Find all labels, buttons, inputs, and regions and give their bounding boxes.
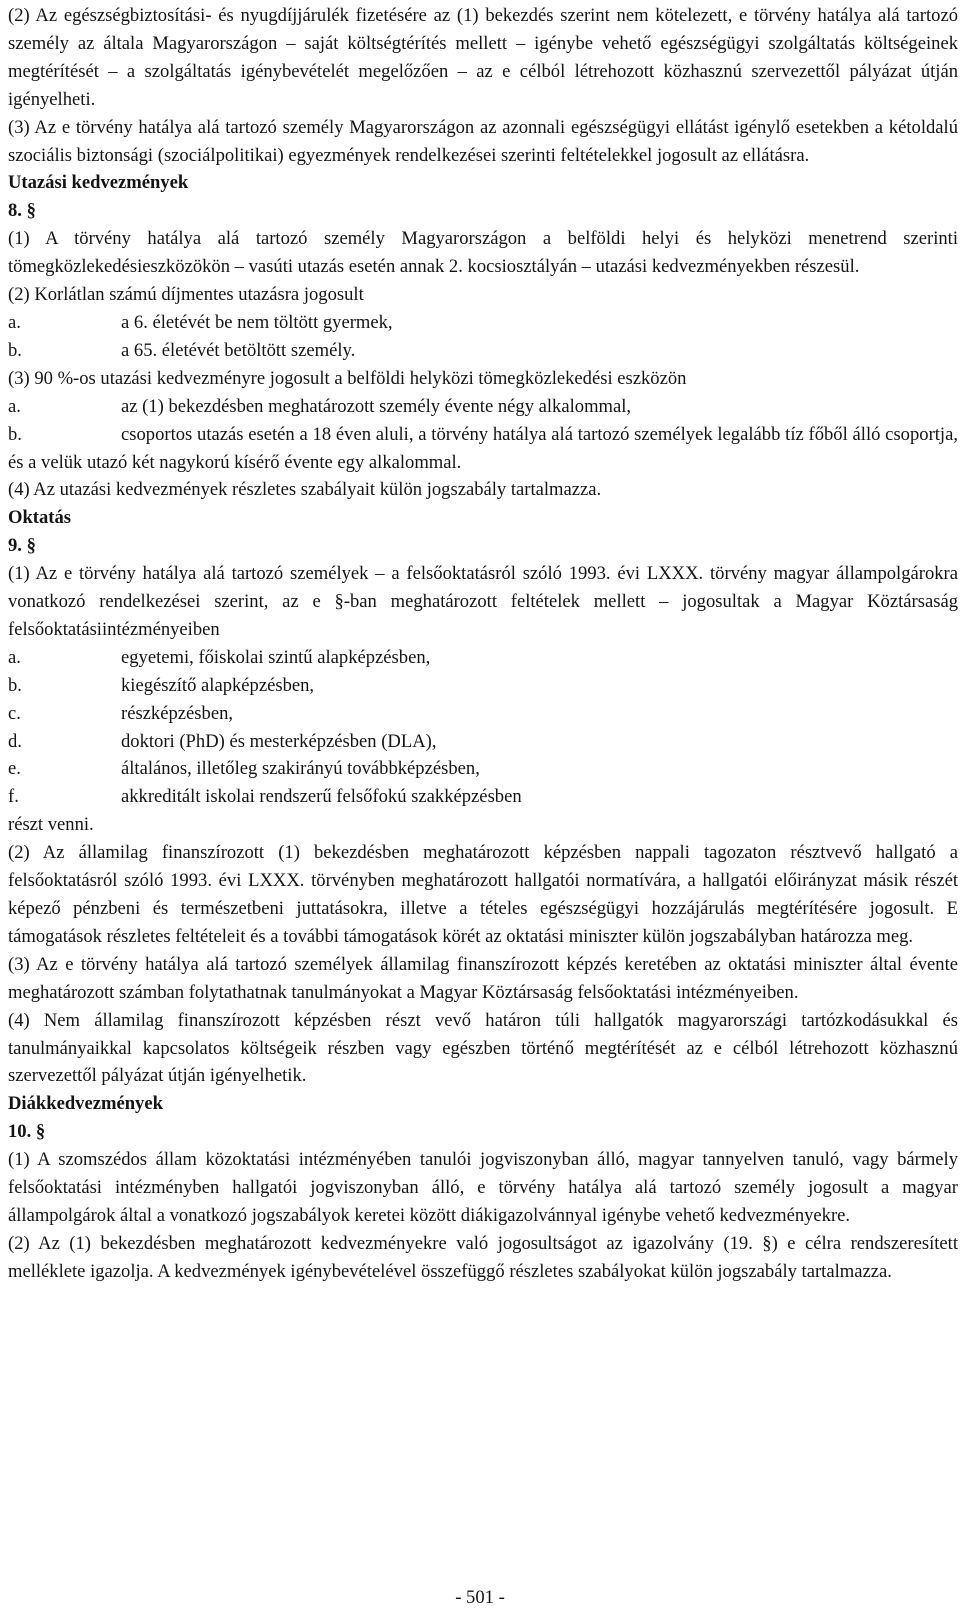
list-text: kiegészítő alapképzésben, xyxy=(121,674,315,696)
s10-paragraph-2: (2) Az (1) bekezdésben meghatározott kedvezményekre való jogosultságot az igazolvány (19. §) e célra rendszeresített melléklete igazolja. A kedvezmények igénybevételével összefüggő részletes szabályokat külön jogszabály tartalmazza. xyxy=(8,1232,958,1282)
list-marker: c. xyxy=(8,702,21,724)
s9-paragraph-2: (2) Az államilag finanszírozott (1) bekezdésben meghatározott képzésben nappali tagozaton résztvevő hallgató a felsőoktatásról szóló 1993. évi LXXX. törvényben meghatározott hallgatói normatívára, a hallgatói előirányzat másik részét képező pénzbeni és természetbeni juttatásokra, illetve a tételes egészségügyi hozzájárulás megtérítésére jogosult. E támogatások részletes feltételeit és a további támogatások körét az oktatási miniszter külön jogszabályban határozza meg. xyxy=(8,842,958,947)
list-marker: f. xyxy=(8,786,19,808)
list-text: általános, illetőleg szakirányú továbbképzésben, xyxy=(121,758,480,780)
list-text: az (1) bekezdésben meghatározott személy évente négy alkalommal, xyxy=(121,395,632,417)
list-item xyxy=(8,421,958,477)
s8-paragraph-1: (1) A törvény hatálya alá tartozó személy Magyarországon a belföldi helyi és helyközi menetrend szerinti tömegközlekedésieszközökön – vasúti utazás esetén annak 2. kocsiosztályán – utazási kedvezményekben részesül. xyxy=(8,228,958,278)
list-marker: d. xyxy=(8,730,22,752)
list-item xyxy=(8,755,958,783)
heading-travel-discounts: Utazási kedvezmények xyxy=(8,172,189,194)
list-text: doktori (PhD) és mesterképzésben (DLA), xyxy=(121,730,437,752)
s9-paragraph-4: (4) Nem államilag finanszírozott képzésben részt vevő határon túli hallgatók magyarországi tartózkodásukkal és tanulmányaikkal kapcsolatos költségeik részben vagy egészben történő megtérítését az e célból létrehozott közhasznú szervezettől pályázat útján igényelhetik. xyxy=(8,1009,958,1087)
list-marker: b. xyxy=(8,339,22,361)
list-marker: a. xyxy=(8,646,21,668)
list-text: akkreditált iskolai rendszerű felsőfokú szakképzésben xyxy=(121,786,522,808)
s10-paragraph-1: (1) A szomszédos állam közoktatási intézményében tanulói jogviszonyban álló, magyar tannyelven tanuló, vagy bármely felsőoktatási intézményben hallgatói jogviszonyban álló, e törvény hatálya alá tartozó személy jogosult a magyar állampolgárok által a vonatkozó jogszabályok keretei között diákigazolvánnyal igénybe vehető kedvezményekre. xyxy=(8,1149,958,1226)
list-text: részképzésben, xyxy=(121,702,234,724)
paragraph-health-cost-refund: (2) Az egészségbiztosítási- és nyugdíjjárulék fizetésére az (1) bekezdés szerint nem kötelezett, e törvény hatálya alá tartozó személy az általa Magyarországon – saját költségtérítés mellett – igénybe vehető egészségügyi szolgáltatás költségeinek megtérítését – a szolgáltatás igénybevételét megelőzően – az e célból létrehozott közhasznú szervezettől pályázat útján igényelheti. xyxy=(8,5,958,110)
list-item xyxy=(8,728,958,756)
s8-paragraph-3: (3) 90 %-os utazási kedvezményre jogosult a belföldi helyközi tömegközlekedési eszközön xyxy=(8,367,687,389)
list-marker: a. xyxy=(8,395,21,417)
list-item xyxy=(8,309,958,337)
list-item xyxy=(8,393,958,421)
s8-paragraph-4: (4) Az utazási kedvezmények részletes szabályait külön jogszabály tartalmazza. xyxy=(8,479,602,501)
paragraph-emergency-care: (3) Az e törvény hatálya alá tartozó személy Magyarországon az azonnali egészségügyi ellátást igénylő esetekben a kétoldalú szociális biztonsági (szociálpolitikai) egyezmények rendelkezései szerinti feltételekkel jogosult az ellátásra. xyxy=(8,116,958,166)
list-marker: b. xyxy=(8,674,22,696)
s9-paragraph-3: (3) Az e törvény hatálya alá tartozó személyek államilag finanszírozott képzés keretében az oktatási miniszter által évente meghatározott számban folytathatnak tanulmányokat a Magyar Köztársaság felsőoktatási intézményeiben. xyxy=(8,953,958,1003)
list-marker: a. xyxy=(8,311,21,333)
list-marker: e. xyxy=(8,758,21,780)
list-marker: b. xyxy=(8,423,22,445)
heading-student-discounts: Diákkedvezmények xyxy=(8,1093,163,1115)
list-text: csoportos utazás esetén a 18 éven aluli, a törvény hatálya alá tartozó személyek legalább tíz főből álló csoportja, és a velük utazó két nagykorú kísérő évente egy alkalommal. xyxy=(8,423,958,473)
list-item xyxy=(8,672,958,700)
document-page xyxy=(8,2,958,1286)
list-item xyxy=(8,337,958,365)
page-number: - 501 - xyxy=(455,1587,505,1608)
section-8-number: 8. § xyxy=(8,200,36,222)
s8-paragraph-2: (2) Korlátlan számú díjmentes utazásra jogosult xyxy=(8,284,364,306)
list-text: a 6. életévét be nem töltött gyermek, xyxy=(121,311,393,333)
list-text: egyetemi, főiskolai szintű alapképzésben, xyxy=(121,646,431,668)
s9-paragraph-1-end: részt venni. xyxy=(8,814,94,836)
section-9-number: 9. § xyxy=(8,535,36,557)
heading-education: Oktatás xyxy=(8,507,72,529)
s9-paragraph-1: (1) Az e törvény hatálya alá tartozó személyek – a felsőoktatásról szóló 1993. évi LXXX. törvény magyar állampolgárokra vonatkozó rendelkezései szerint, az e §-ban meghatározott feltételek mellett – jogosultak a Magyar Köztársaság felsőoktatásiintézményeiben xyxy=(8,563,958,640)
section-10-number: 10. § xyxy=(8,1121,46,1143)
list-text: a 65. életévét betöltött személy. xyxy=(121,339,356,361)
list-item xyxy=(8,783,958,811)
list-item xyxy=(8,700,958,728)
list-item xyxy=(8,644,958,672)
